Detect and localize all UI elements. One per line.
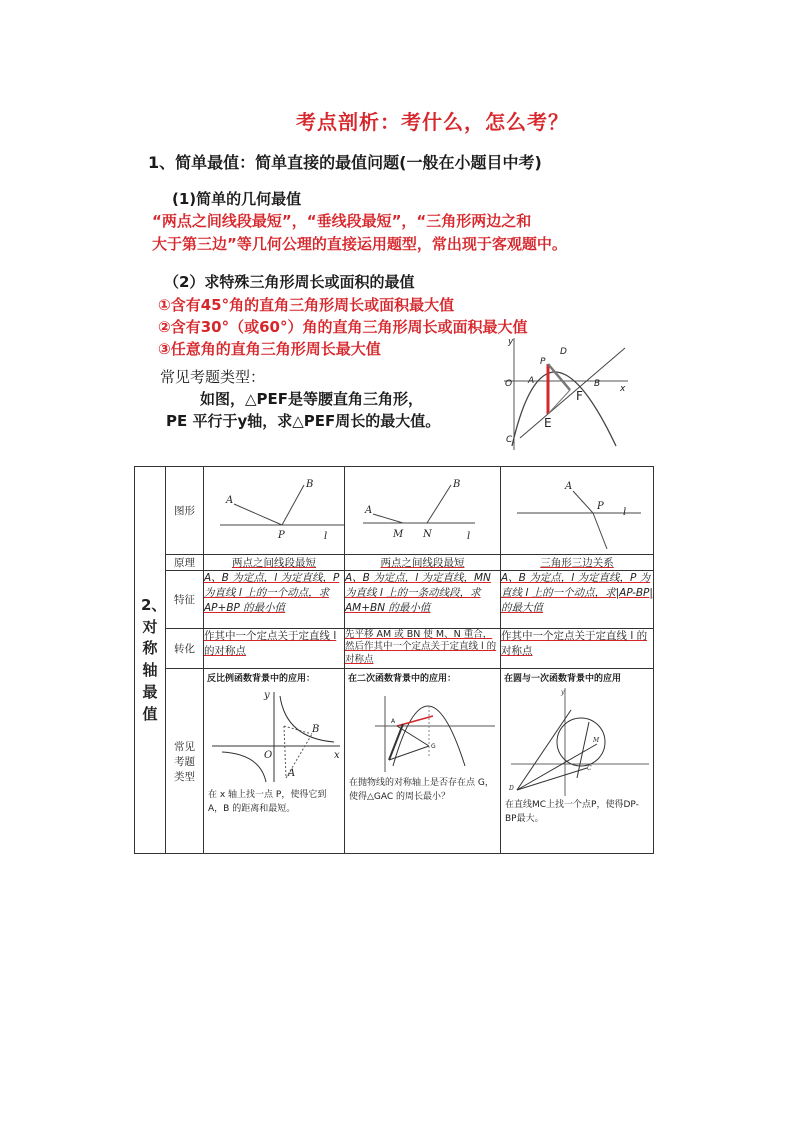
conversion-3-text: 作其中一个定点关于定直线 l 的对称点 bbox=[501, 630, 648, 658]
row-label-figure-text: 图形 bbox=[174, 505, 195, 517]
type-cell-3 bbox=[501, 669, 654, 854]
sub1-line-2: 大于第三边”等几何公理的直接运用题型，常出现于客观题中。 bbox=[152, 235, 567, 253]
sub2-heading: （2）求特殊三角形周长或面积的最值 bbox=[164, 273, 415, 291]
sub2-item-3: ③任意角的直角三角形周长最大值 bbox=[158, 340, 381, 358]
row-label-principle-text: 原理 bbox=[174, 557, 195, 569]
svg-text:M: M bbox=[593, 737, 600, 744]
principle-2: 两点之间线段最短 bbox=[345, 555, 501, 571]
page-title: 考点剖析：考什么，怎么考？ bbox=[296, 110, 569, 134]
fig2-label-m: M bbox=[393, 529, 404, 540]
svg-text:y: y bbox=[561, 689, 565, 696]
fig-label-c: C bbox=[506, 435, 513, 445]
type-3-note: 在直线MC上找一个点P，使得DP-BP最大。 bbox=[505, 800, 639, 824]
row-label-types bbox=[166, 669, 204, 854]
feature-3-text: A、B 为定点，l 为定直线，P 为直线 l 上的一个动点，求|AP-BP|的最大值 bbox=[501, 572, 653, 615]
conversion-2 bbox=[345, 629, 501, 669]
feature-3 bbox=[501, 571, 654, 629]
type-2-heading: 在二次函数背景中的应用： bbox=[348, 674, 457, 684]
parabola-figure bbox=[500, 334, 632, 454]
svg-text:y: y bbox=[264, 690, 270, 701]
principle-1: 两点之间线段最短 bbox=[204, 555, 345, 571]
fig3-label-l: l bbox=[623, 507, 627, 518]
conversion-1-text: 作其中一个定点关于定直线 l 的对称点 bbox=[204, 630, 337, 658]
type-3-heading: 在圆与一次函数背景中的应用 bbox=[504, 674, 622, 684]
row-label-conversion-text: 转化 bbox=[174, 643, 195, 655]
fig-label-o: O bbox=[505, 379, 513, 389]
svg-text:x: x bbox=[334, 750, 340, 761]
type-2-note: 在抛物线的对称轴上是否存在点 G，使得△GAC 的周长最小？ bbox=[349, 778, 494, 802]
svg-text:B: B bbox=[312, 724, 320, 735]
fig2-label-b: B bbox=[453, 479, 461, 490]
conversion-2-text: 先平移 AM 或 BN 使 M、N 重合，然后作其中一个定点关于定直线 l 的对称点 bbox=[345, 629, 497, 665]
svg-text:D: D bbox=[509, 785, 514, 792]
row-label-types-text: 常见考题类型 bbox=[174, 740, 195, 783]
fig3-label-p: P bbox=[597, 501, 604, 512]
feature-2-text: A、B 为定点，l 为定直线，MN 为直线 l 上的一条动线段，求 AM+BN 的最小值 bbox=[345, 572, 491, 615]
figure-cell-2 bbox=[345, 467, 501, 555]
svg-text:A: A bbox=[391, 718, 396, 725]
fig-label-d: D bbox=[560, 347, 567, 357]
sub1-heading: (1)简单的几何最值 bbox=[172, 190, 302, 208]
feature-1-text: A、B 为定点，l 为定直线，P 为直线 l 上的一个动点，求 AP+BP 的最小值 bbox=[204, 572, 340, 615]
row-label-figure bbox=[166, 467, 204, 555]
svg-text:A: A bbox=[288, 768, 296, 779]
fig1-label-b: B bbox=[306, 479, 314, 490]
fig-label-f: F bbox=[576, 389, 583, 403]
fig1-label-a: A bbox=[226, 495, 234, 506]
fig-label-a: A bbox=[528, 376, 535, 386]
feature-2 bbox=[345, 571, 501, 629]
figure-2 bbox=[345, 467, 501, 551]
section-2-label-cell bbox=[135, 467, 166, 854]
symmetry-table bbox=[134, 466, 654, 854]
type-2-figure bbox=[345, 686, 501, 774]
type-3-figure bbox=[501, 686, 654, 796]
figure-1 bbox=[204, 467, 345, 551]
conversion-3 bbox=[501, 629, 654, 669]
figure-cell-3 bbox=[501, 467, 654, 555]
row-label-principle bbox=[166, 555, 204, 571]
row-label-feature bbox=[166, 571, 204, 629]
fig1-label-p: P bbox=[278, 530, 285, 541]
svg-text:G: G bbox=[431, 743, 436, 750]
type-1-heading: 反比例函数背景中的应用： bbox=[207, 674, 316, 684]
section-1-heading: 1、简单最值：简单直接的最值问题(一般在小题目中考) bbox=[148, 153, 542, 172]
row-label-feature-text: 特征 bbox=[174, 594, 195, 606]
type-1-note: 在 x 轴上找一点 P，使得它到 A，B 的距离和最短。 bbox=[208, 790, 327, 814]
fig2-label-n: N bbox=[423, 529, 432, 540]
problem-line-1: 如图，△PEF是等腰直角三角形， bbox=[200, 390, 424, 408]
row-label-conversion bbox=[166, 629, 204, 669]
section-2-label: 2、对称轴最值 bbox=[141, 595, 167, 723]
problem-line-2: PE 平行于y轴，求△PEF周长的最大值。 bbox=[166, 412, 441, 430]
fig-label-p: P bbox=[540, 357, 546, 367]
fig-label-x: x bbox=[620, 384, 626, 394]
common-type-label: 常见考题类型： bbox=[160, 368, 266, 386]
sub2-item-1: ①含有45°角的直角三角形周长或面积最大值 bbox=[158, 296, 455, 314]
fig-label-e: E bbox=[544, 416, 552, 430]
fig-label-y: y bbox=[508, 337, 514, 347]
type-cell-1 bbox=[204, 669, 345, 854]
fig2-label-l: l bbox=[467, 531, 471, 542]
type-1-figure bbox=[204, 686, 345, 786]
svg-text:C: C bbox=[587, 765, 592, 772]
fig-label-b: B bbox=[594, 379, 601, 389]
type-cell-2 bbox=[345, 669, 501, 854]
figure-3 bbox=[501, 467, 654, 551]
conversion-1 bbox=[204, 629, 345, 669]
sub2-item-2: ②含有30°（或60°）角的直角三角形周长或面积最大值 bbox=[158, 318, 528, 336]
fig3-label-a: A bbox=[565, 481, 573, 492]
principle-3: 三角形三边关系 bbox=[501, 555, 654, 571]
fig1-label-l: l bbox=[324, 531, 328, 542]
feature-1 bbox=[204, 571, 345, 629]
svg-text:O: O bbox=[264, 750, 273, 761]
fig2-label-a: A bbox=[365, 505, 373, 516]
figure-cell-1 bbox=[204, 467, 345, 555]
sub1-line-1: “两点之间线段最短”，“垂线段最短”，“三角形两边之和 bbox=[152, 212, 532, 230]
